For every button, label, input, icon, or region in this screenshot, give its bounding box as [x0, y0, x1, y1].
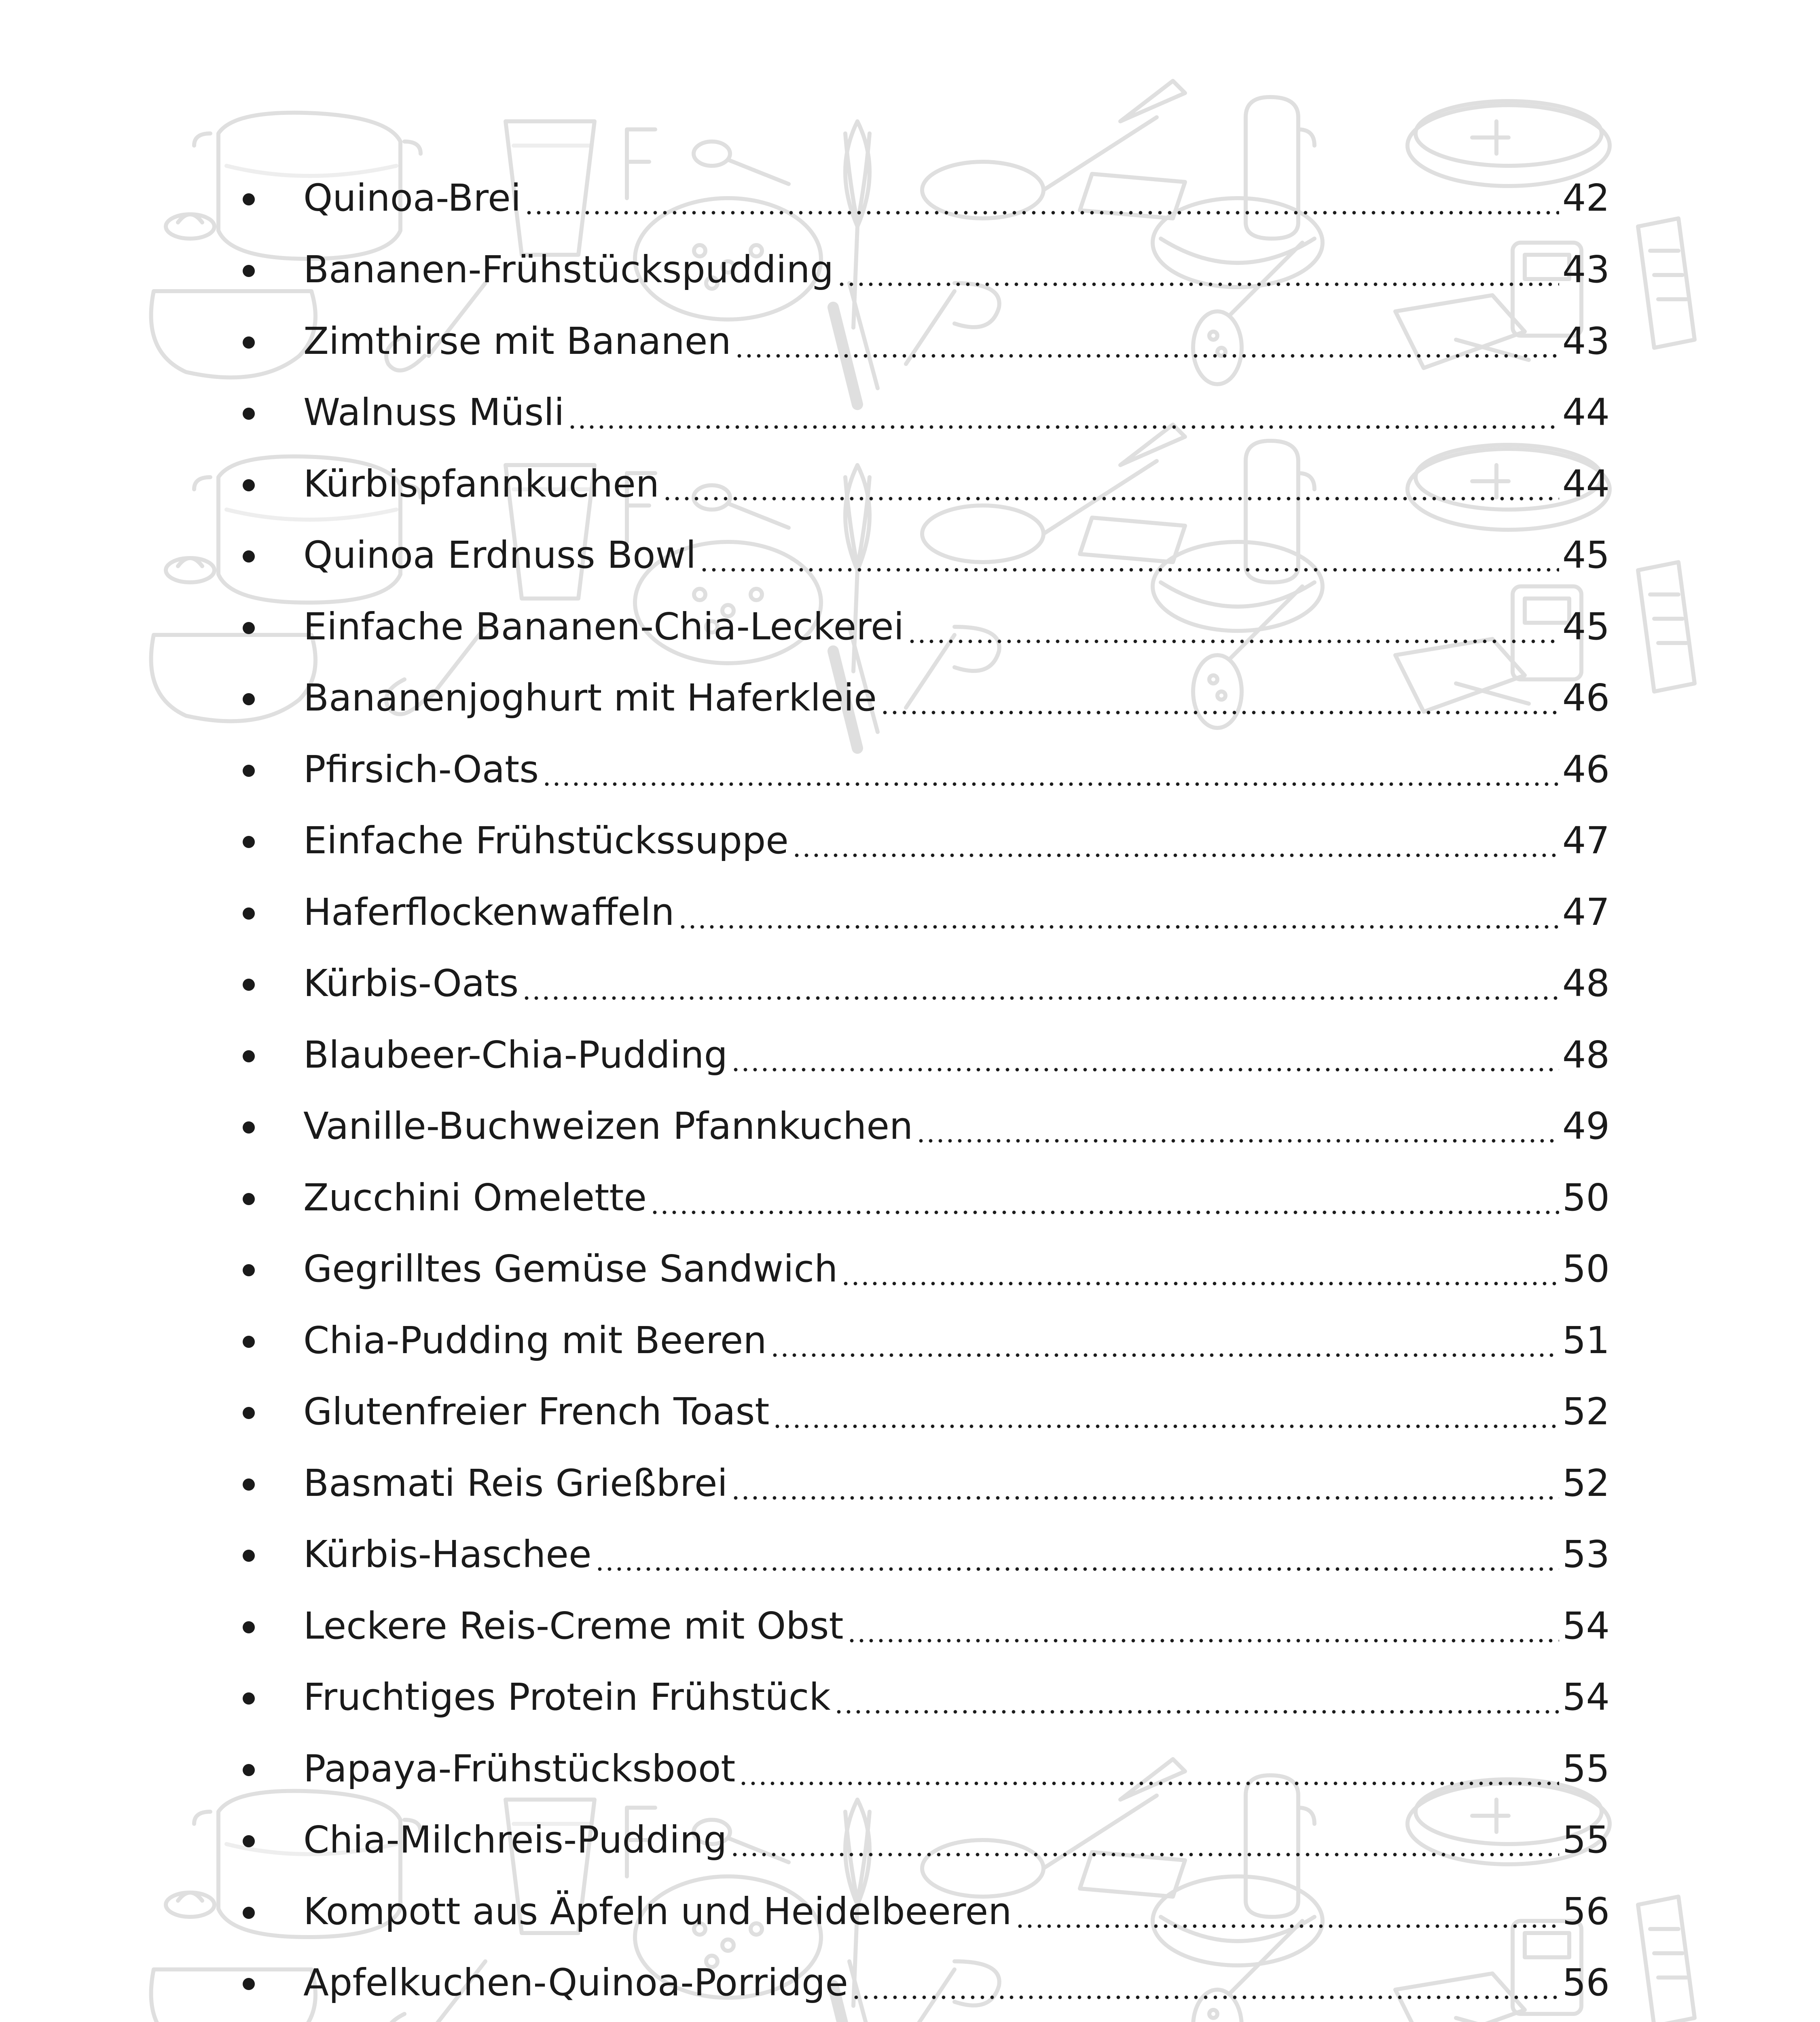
toc-entry[interactable] — [235, 1168, 1610, 1228]
bullet-icon — [243, 693, 255, 705]
toc-entry-page: 49 — [1562, 1104, 1610, 1148]
dot-leader — [847, 1607, 1559, 1645]
toc-entry[interactable] — [235, 454, 1610, 514]
dot-leader — [662, 465, 1559, 503]
toc-entry-line — [303, 1310, 1610, 1371]
toc-entry[interactable] — [235, 1453, 1610, 1514]
toc-entry-title: Basmati Reis Grießbrei — [303, 1462, 728, 1505]
toc-entry-title: Apfelkuchen-Quinoa-Porridge — [303, 1961, 848, 2004]
toc-entry-page: 45 — [1562, 605, 1610, 648]
toc-entry-page: 47 — [1562, 890, 1610, 934]
dot-leader — [730, 1821, 1559, 1859]
toc-entry-title: Walnuss Müsli — [303, 391, 565, 434]
bullet-icon — [243, 1764, 255, 1776]
toc-entry-page: 44 — [1562, 391, 1610, 434]
toc-entry[interactable] — [235, 882, 1610, 943]
toc-entry-page: 48 — [1562, 962, 1610, 1005]
bullet-icon — [243, 1978, 255, 1990]
toc-entry[interactable] — [235, 953, 1610, 1014]
bullet-icon — [243, 265, 255, 277]
toc-entry[interactable] — [235, 382, 1610, 443]
dot-leader — [834, 1679, 1559, 1716]
toc-entry-page: 50 — [1562, 1176, 1610, 1219]
dot-leader — [524, 180, 1559, 217]
dot-leader — [841, 1250, 1559, 1288]
toc-entry-line — [303, 1381, 1610, 1442]
toc-entry-page: 43 — [1562, 319, 1610, 363]
toc-entry-title: Glutenfreier French Toast — [303, 1390, 770, 1433]
toc-entry-line — [303, 311, 1610, 372]
toc-entry-line — [303, 1524, 1610, 1585]
toc-entry-title: Quinoa Erdnuss Bowl — [303, 533, 696, 577]
toc-entry-page: 46 — [1562, 748, 1610, 791]
dot-leader — [792, 822, 1559, 859]
bullet-icon — [243, 1907, 255, 1919]
toc-entry[interactable] — [235, 668, 1610, 728]
toc-entry-page: 56 — [1562, 1961, 1610, 2004]
toc-entry-line — [303, 239, 1610, 300]
dot-leader — [851, 1964, 1559, 2001]
bullet-icon — [243, 1407, 255, 1419]
toc-entry-page: 43 — [1562, 248, 1610, 291]
toc-entry-title: Kompott aus Äpfeln und Heidelbeeren — [303, 1890, 1012, 1933]
toc-entry-page: 54 — [1562, 1604, 1610, 1648]
toc-entry[interactable] — [235, 596, 1610, 657]
toc-entry-page: 55 — [1562, 1747, 1610, 1790]
toc-entry-line — [303, 1952, 1610, 2013]
toc-entry-title: Vanille-Buchweizen Pfannkuchen — [303, 1104, 913, 1148]
dot-leader — [678, 894, 1559, 931]
bullet-icon — [243, 1336, 255, 1348]
toc-entry-line — [303, 1667, 1610, 1728]
toc-entry-page: 47 — [1562, 819, 1610, 862]
bullet-icon — [243, 479, 255, 491]
toc-entry-line — [303, 1168, 1610, 1228]
toc-entry-title: Kürbis-Haschee — [303, 1533, 592, 1576]
toc-entry-line — [303, 1810, 1610, 1870]
toc-entry-page: 55 — [1562, 1818, 1610, 1861]
dot-leader — [837, 251, 1559, 288]
toc-entry[interactable] — [235, 525, 1610, 586]
dot-leader — [522, 965, 1559, 1002]
toc-entry-line — [303, 1881, 1610, 1942]
toc-entry[interactable] — [235, 1310, 1610, 1371]
toc-entry-title: Kürbispfannkuchen — [303, 462, 660, 506]
bullet-icon — [243, 1478, 255, 1491]
toc-entry-line — [303, 168, 1610, 228]
toc-entry-title: Einfache Frühstückssuppe — [303, 819, 789, 862]
bullet-icon — [243, 550, 255, 563]
toc-entry-line — [303, 1739, 1610, 1799]
toc-entry-line — [303, 596, 1610, 657]
bullet-icon — [243, 1121, 255, 1134]
dot-leader — [772, 1393, 1559, 1430]
toc-entry-title: Leckere Reis-Creme mit Obst — [303, 1604, 844, 1648]
toc-entry-line — [303, 882, 1610, 943]
toc-entry-line — [303, 454, 1610, 514]
toc-entry-page: 51 — [1562, 1319, 1610, 1362]
toc-entry-line — [303, 739, 1610, 800]
toc-entry-line — [303, 953, 1610, 1014]
bullet-icon — [243, 765, 255, 777]
toc-entry-title: Kürbis-Oats — [303, 962, 519, 1005]
toc-entry-title: Papaya-Frühstücksboot — [303, 1747, 736, 1790]
toc-entry-title: Haferflockenwaffeln — [303, 890, 675, 934]
toc-entry[interactable] — [235, 1810, 1610, 1870]
toc-entry-title: Einfache Bananen-Chia-Leckerei — [303, 605, 904, 648]
toc-entry[interactable] — [235, 1667, 1610, 1728]
dot-leader — [731, 1465, 1559, 1502]
dot-leader — [880, 679, 1559, 717]
toc-entry-page: 52 — [1562, 1390, 1610, 1433]
toc-entry-line — [303, 1453, 1610, 1514]
toc-entry[interactable] — [235, 239, 1610, 300]
dot-leader — [650, 1179, 1559, 1216]
toc-entry-title: Blaubeer-Chia-Pudding — [303, 1033, 728, 1077]
bullet-icon — [243, 336, 255, 349]
toc-entry-title: Bananen-Frühstückspudding — [303, 248, 834, 291]
toc-entry[interactable] — [235, 1596, 1610, 1656]
toc-entry-page: 52 — [1562, 1462, 1610, 1505]
toc-entry-page: 48 — [1562, 1033, 1610, 1077]
toc-entry-line — [303, 810, 1610, 871]
bullet-icon — [243, 408, 255, 420]
toc-entry-page: 50 — [1562, 1247, 1610, 1290]
dot-leader — [1015, 1893, 1559, 1930]
dot-leader — [731, 1036, 1559, 1074]
toc-entry-line — [303, 668, 1610, 728]
toc-entry-page: 46 — [1562, 676, 1610, 719]
toc-entry[interactable] — [235, 739, 1610, 800]
dot-leader — [734, 323, 1559, 360]
toc-entry-title: Zimthirse mit Bananen — [303, 319, 731, 363]
bullet-icon — [243, 979, 255, 991]
toc-entry-title: Chia-Pudding mit Beeren — [303, 1319, 767, 1362]
toc-entry-title: Gegrilltes Gemüse Sandwich — [303, 1247, 838, 1290]
dot-leader — [916, 1108, 1559, 1145]
bullet-icon — [243, 1692, 255, 1705]
toc-entry[interactable] — [235, 1952, 1610, 2013]
dot-leader — [699, 537, 1559, 574]
toc-entry[interactable] — [235, 311, 1610, 372]
toc-entry[interactable] — [235, 810, 1610, 871]
bullet-icon — [243, 1050, 255, 1062]
toc-entry-line — [303, 1239, 1610, 1299]
toc-entry-title: Chia-Milchreis-Pudding — [303, 1818, 727, 1861]
toc-entry-line — [303, 1596, 1610, 1656]
toc-entry-title: Pfirsich-Oats — [303, 748, 539, 791]
toc-entry[interactable] — [235, 1381, 1610, 1442]
dot-leader — [770, 1322, 1559, 1359]
bullet-icon — [243, 1550, 255, 1562]
toc-entry-title: Quinoa-Brei — [303, 176, 521, 220]
toc-entry-line — [303, 1096, 1610, 1157]
dot-leader — [595, 1536, 1559, 1573]
toc-entry[interactable] — [235, 1025, 1610, 1085]
toc-entry-title: Fruchtiges Protein Frühstück — [303, 1675, 831, 1719]
toc-entry[interactable] — [235, 1524, 1610, 1585]
bullet-icon — [243, 907, 255, 920]
bullet-icon — [243, 836, 255, 848]
toc-entry-page: 56 — [1562, 1890, 1610, 1933]
toc-entry[interactable] — [235, 1096, 1610, 1157]
toc-entry-page: 53 — [1562, 1533, 1610, 1576]
toc-entry-line — [303, 525, 1610, 586]
bullet-icon — [243, 1835, 255, 1847]
dot-leader — [907, 608, 1559, 645]
bullet-icon — [243, 622, 255, 634]
toc-entry-title: Bananenjoghurt mit Haferkleie — [303, 676, 877, 719]
toc-entry-page: 45 — [1562, 533, 1610, 577]
bullet-icon — [243, 1621, 255, 1633]
toc-entry-line — [303, 382, 1610, 443]
toc-entry-title: Zucchini Omelette — [303, 1176, 647, 1219]
bullet-icon — [243, 193, 255, 205]
bullet-icon — [243, 1193, 255, 1205]
toc-entry-page: 54 — [1562, 1675, 1610, 1719]
toc-entry-page: 44 — [1562, 462, 1610, 506]
toc-entry[interactable] — [235, 1239, 1610, 1299]
dot-leader — [567, 394, 1559, 431]
toc-entry[interactable] — [235, 1739, 1610, 1799]
toc-entry-line — [303, 1025, 1610, 1085]
dot-leader — [739, 1750, 1559, 1787]
toc-entry[interactable] — [235, 168, 1610, 228]
toc-entry-page: 42 — [1562, 176, 1610, 220]
dot-leader — [542, 751, 1559, 788]
bullet-icon — [243, 1264, 255, 1276]
toc-entry[interactable] — [235, 1881, 1610, 1942]
